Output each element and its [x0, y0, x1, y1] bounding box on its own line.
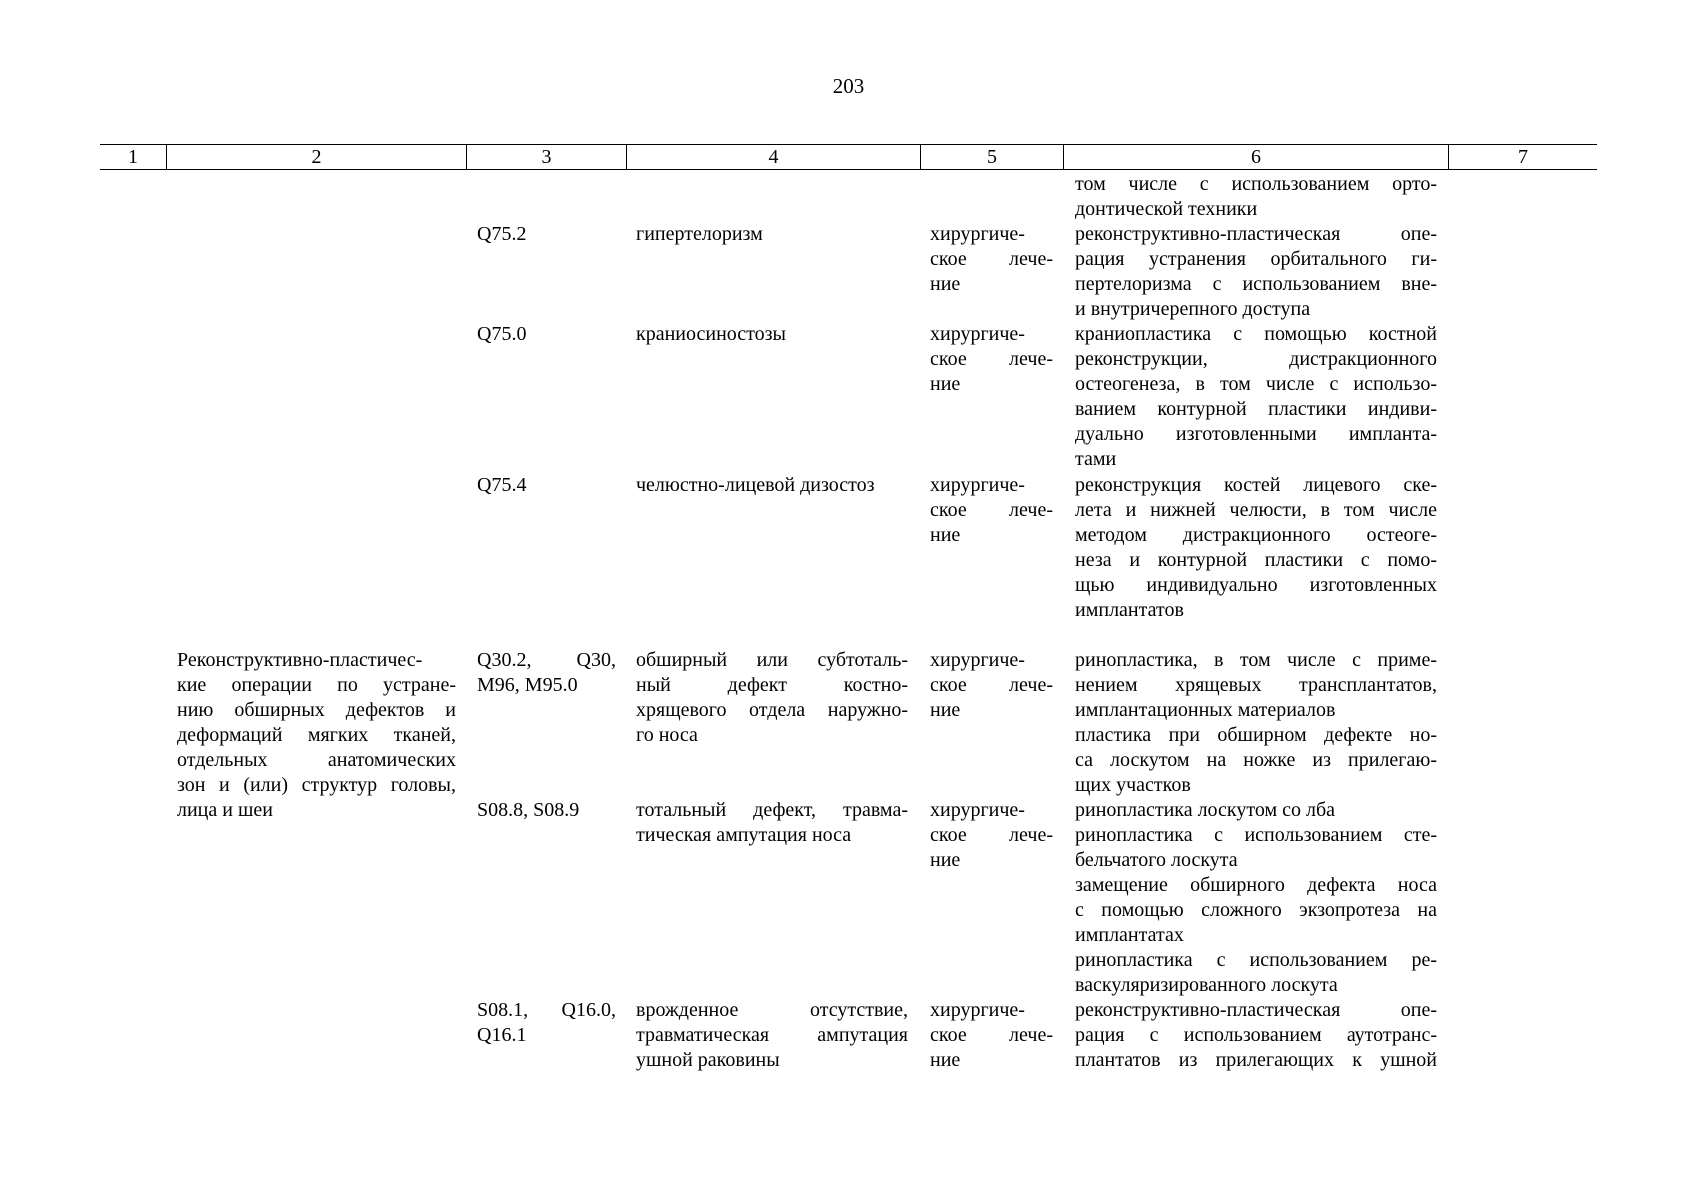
cell-code: [477, 222, 617, 247]
text-line: тотальный дефект, травма-: [636, 799, 908, 821]
cell-treatment: [930, 222, 1053, 297]
header-col-1: 1: [128, 146, 138, 168]
cell-treatment: [930, 648, 1053, 723]
text-line: кие операции по устране-: [177, 674, 456, 696]
text-line: ние: [930, 849, 961, 871]
text-line: лица и шеи: [177, 799, 273, 821]
cell-treatment: [930, 473, 1053, 548]
table-header: [100, 144, 1597, 170]
text-line: щих участков: [1075, 774, 1191, 796]
text-line: рация с использованием аутотранс-: [1075, 1024, 1437, 1046]
text-line: Q16.1: [477, 1024, 527, 1046]
text-line: хирургиче-: [930, 999, 1025, 1021]
text-line: Q75.0: [477, 323, 527, 345]
cell-code: [477, 798, 617, 823]
header-col-2: 2: [166, 145, 466, 169]
cell-treatment: [930, 322, 1053, 397]
cell-method: [1075, 798, 1437, 998]
text-line: реконструктивно-пластическая опе-: [1075, 223, 1437, 245]
text-line: ское лече-: [930, 824, 1053, 846]
text-line: врожденное отсутствие,: [636, 999, 908, 1021]
text-line: ское лече-: [930, 674, 1053, 696]
text-line: лета и нижней челюсти, в том числе: [1075, 499, 1437, 521]
text-line: имплантатов: [1075, 599, 1184, 621]
text-line: Q30.2, Q30,: [477, 649, 616, 671]
text-line: ние: [930, 524, 961, 546]
text-line: Q75.4: [477, 474, 527, 496]
text-line: реконструкция костей лицевого ске-: [1075, 474, 1437, 496]
cell-diagnosis: [636, 322, 908, 347]
cell-method: [1075, 222, 1437, 322]
text-line: челюстно-лицевой дизостоз: [636, 474, 875, 496]
text-line: хирургиче-: [930, 323, 1025, 345]
text-line: ушной раковины: [636, 1049, 780, 1071]
text-line: тами: [1075, 448, 1117, 470]
text-line: с помощью сложного экзопротеза на: [1075, 899, 1437, 921]
text-line: ское лече-: [930, 248, 1053, 270]
text-line: хирургиче-: [930, 799, 1025, 821]
cell-code: [477, 322, 617, 347]
cell-diagnosis: [636, 222, 908, 247]
text-line: ринопластика с использованием ре-: [1075, 949, 1437, 971]
text-line: пластика при обширном дефекте но-: [1075, 724, 1437, 746]
text-line: имплантационных материалов: [1075, 699, 1336, 721]
header-col-4: 4: [626, 145, 920, 169]
text-line: реконструкции, дистракционного: [1075, 348, 1437, 370]
text-line: методом дистракционного остеоге-: [1075, 524, 1437, 546]
text-line: хирургиче-: [930, 474, 1025, 496]
cell-code: [477, 648, 616, 698]
header-col-5: 5: [920, 145, 1063, 169]
cell-method: [1075, 473, 1437, 623]
continuation-method: [1075, 172, 1437, 222]
cell-treatment: [930, 998, 1053, 1073]
cell-diagnosis: [636, 473, 908, 498]
cell-code: [477, 473, 617, 498]
cell-group: [177, 648, 456, 823]
text-line: ское лече-: [930, 1024, 1053, 1046]
text-line: зон и (или) структур головы,: [177, 774, 456, 796]
text-line: ный дефект костно-: [636, 674, 908, 696]
text-line: бельчатого лоскута: [1075, 849, 1238, 871]
text-line: рация устранения орбитального ги-: [1075, 248, 1437, 270]
text-line: остеогенеза, в том числе с использо-: [1075, 373, 1437, 395]
text-line: ринопластика с использованием сте-: [1075, 824, 1437, 846]
text-line: обширный или субтоталь-: [636, 649, 908, 671]
text-line: S08.1, Q16.0,: [477, 999, 616, 1021]
text-line: Q75.2: [477, 223, 527, 245]
text-line: деформаций мягких тканей,: [177, 724, 456, 746]
text-line: плантатов из прилегающих к ушной: [1075, 1049, 1437, 1071]
cell-diagnosis: [636, 648, 908, 748]
page-number: 203: [832, 74, 865, 98]
text-line: ние: [930, 699, 961, 721]
cell-diagnosis: [636, 998, 908, 1073]
text-line: ское лече-: [930, 499, 1053, 521]
text-line: Реконструктивно-пластичес-: [177, 649, 423, 671]
text-line: ние: [930, 273, 961, 295]
text-line: и внутричерепного доступа: [1075, 298, 1311, 320]
text-line: краниосиностозы: [636, 323, 786, 345]
cell-code: [477, 998, 616, 1048]
text-line: щью индивидуально изготовленных: [1075, 574, 1437, 596]
text-line: ринопластика, в том числе с приме-: [1075, 649, 1437, 671]
text-line: ринопластика лоскутом со лба: [1075, 799, 1336, 821]
text-line: травматическая ампутация: [636, 1024, 908, 1046]
text-line: нением хрящевых трансплантатов,: [1075, 674, 1437, 696]
text-line: хрящевого отдела наружно-: [636, 699, 908, 721]
text-line: имплантатах: [1075, 924, 1184, 946]
text-line: хирургиче-: [930, 649, 1025, 671]
text-line: ское лече-: [930, 348, 1053, 370]
cell-method: [1075, 998, 1437, 1073]
text-line: отдельных анатомических: [177, 749, 456, 771]
text-line: васкуляризированного лоскута: [1075, 974, 1338, 996]
text-line: ние: [930, 1049, 961, 1071]
cell-method: [1075, 648, 1437, 798]
text-line: пертелоризма с использованием вне-: [1075, 273, 1437, 295]
text-line: ванием контурной пластики индиви-: [1075, 398, 1437, 420]
text-line: тическая ампутация носа: [636, 824, 852, 846]
text-line: нию обширных дефектов и: [177, 699, 456, 721]
text-line: донтической техники: [1075, 198, 1258, 220]
header-col-7: 7: [1448, 145, 1597, 169]
text-line: ние: [930, 373, 961, 395]
text-line: том числе с использованием орто-: [1075, 173, 1437, 195]
header-col-6: 6: [1063, 145, 1448, 169]
text-line: реконструктивно-пластическая опе-: [1075, 999, 1437, 1021]
cell-diagnosis: [636, 798, 908, 848]
text-line: дуально изготовленными импланта-: [1075, 423, 1437, 445]
text-line: M96, M95.0: [477, 674, 578, 696]
text-line: краниопластика с помощью костной: [1075, 323, 1437, 345]
cell-treatment: [930, 798, 1053, 873]
cell-method: [1075, 322, 1437, 472]
header-col-3: 3: [466, 145, 626, 169]
text-line: са лоскутом на ножке из прилегаю-: [1075, 749, 1437, 771]
text-line: гипертелоризм: [636, 223, 763, 245]
text-line: замещение обширного дефекта носа: [1075, 874, 1437, 896]
text-line: неза и контурной пластики с помо-: [1075, 549, 1437, 571]
text-line: го носа: [636, 724, 698, 746]
text-line: S08.8, S08.9: [477, 799, 580, 821]
text-line: хирургиче-: [930, 223, 1025, 245]
